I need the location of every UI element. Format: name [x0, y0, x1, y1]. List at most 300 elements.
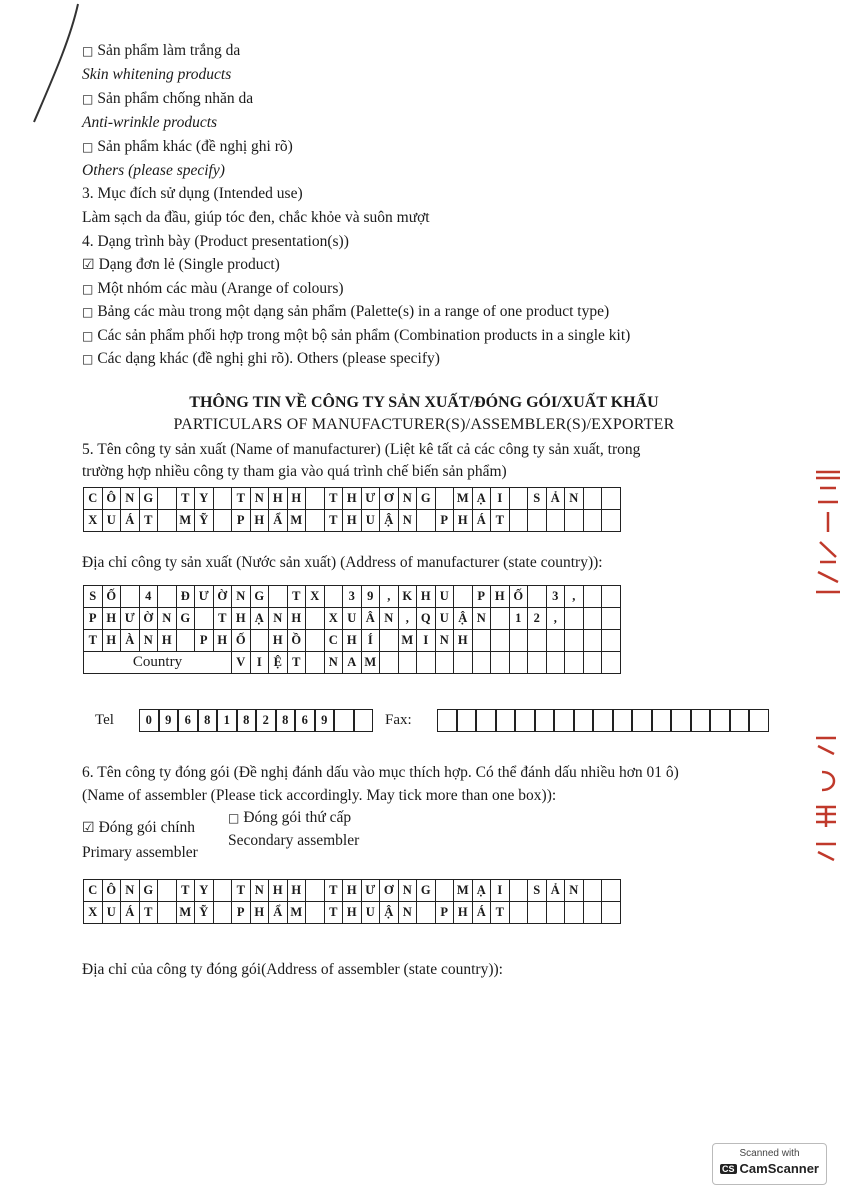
letter-box [269, 586, 288, 608]
letter-box [121, 586, 140, 608]
manufacturer-address-label: Địa chỉ công ty sản xuất (Nước sản xuất) (Address of manufacturer (state country)): [82, 554, 603, 571]
letter-box [158, 880, 177, 902]
country-box: N [324, 652, 343, 674]
product-others: □ Sản phẩm khác (đề nghị ghi rõ) [82, 138, 293, 155]
secondary-assembler-option: □ Đóng gói thứ cấp [228, 809, 352, 826]
letter-box: N [565, 488, 584, 510]
letter-box: Ơ [380, 880, 399, 902]
letter-box [306, 488, 325, 510]
intended-use-value: Làm sạch da đầu, giúp tóc đen, chắc khỏe và suôn mượt [82, 209, 430, 226]
tel-digit-box: 2 [256, 709, 276, 732]
letter-box [491, 608, 510, 630]
letter-box: Ư [195, 586, 214, 608]
country-box [509, 652, 528, 674]
letter-box: Â [361, 608, 380, 630]
letter-box: N [232, 586, 251, 608]
country-box: M [361, 652, 380, 674]
letter-box: H [102, 630, 121, 652]
letter-box: H [250, 510, 269, 532]
letter-box [528, 902, 547, 924]
letter-box: T [324, 488, 343, 510]
fax-digit-box [730, 709, 750, 732]
fax-digit-box [437, 709, 457, 732]
presentation-option: □ Bảng các màu trong một dạng sản phẩm (Palette(s) in a range of one product type) [82, 303, 610, 320]
manufacturer-question-cont: trường hợp nhiều công ty tham gia vào quá trình chế biến sản phẩm) [82, 463, 507, 480]
letter-box: M [176, 510, 195, 532]
grid-row [84, 586, 621, 608]
camscanner-icon: CS [722, 1164, 735, 1174]
letter-box: I [417, 630, 436, 652]
assembler-name-grid [83, 879, 621, 924]
letter-box: N [398, 902, 417, 924]
letter-box: 9 [361, 586, 380, 608]
country-box [491, 652, 510, 674]
country-box: T [287, 652, 306, 674]
presentation-option: □ Một nhóm các màu (Arange of colours) [82, 279, 344, 297]
assembler-question-cont: (Name of assembler (Please tick accordingly. May tick more than one box)): [82, 787, 557, 804]
fax-digit-box [652, 709, 672, 732]
country-box [380, 652, 399, 674]
letter-box: H [454, 510, 473, 532]
letter-box: Ơ [380, 488, 399, 510]
letter-box: Ả [546, 488, 565, 510]
letter-box [509, 510, 528, 532]
letter-box [417, 510, 436, 532]
letter-box [158, 510, 177, 532]
letter-box: , [546, 608, 565, 630]
letter-box: X [324, 608, 343, 630]
letter-box: H [269, 880, 288, 902]
manufacturer-question: 5. Tên công ty sản xuất (Name of manufacturer) (Liệt kê tất cả các công ty sản xuất, trong [82, 441, 641, 458]
letter-box: X [306, 586, 325, 608]
letter-box: S [84, 586, 103, 608]
red-stamp-mark [808, 462, 848, 616]
letter-box: T [176, 880, 195, 902]
tel-digit-box: 8 [276, 709, 296, 732]
presentation-option: □ Các sản phẩm phối hợp trong một bộ sản phẩm (Combination products in a single kit) [82, 326, 631, 344]
letter-box: U [435, 608, 454, 630]
tel-digit-box: 8 [198, 709, 218, 732]
letter-box: X [84, 902, 103, 924]
letter-box [602, 902, 621, 924]
manufacturer-name-grid [83, 487, 621, 532]
letter-box [158, 902, 177, 924]
fax-digit-box [457, 709, 477, 732]
letter-box [213, 488, 232, 510]
letter-box [583, 608, 602, 630]
section-title-en: PARTICULARS OF MANUFACTURER(S)/ASSEMBLER(S)/EXPORTER [173, 416, 675, 433]
letter-box: N [398, 880, 417, 902]
camscanner-watermark [712, 1143, 827, 1185]
fax-digit-box [710, 709, 730, 732]
country-box: V [232, 652, 251, 674]
letter-box: H [287, 608, 306, 630]
letter-box: Ố [102, 586, 121, 608]
letter-box: 1 [509, 608, 528, 630]
country-box [565, 652, 584, 674]
tel-label: Tel [95, 712, 114, 728]
letter-box [509, 630, 528, 652]
manufacturer-address-grid [83, 585, 621, 674]
product-whitening-en: Skin whitening products [82, 66, 232, 83]
letter-box: T [232, 880, 251, 902]
tel-fax-grid [83, 709, 769, 732]
letter-box: N [398, 488, 417, 510]
letter-box: Ậ [380, 902, 399, 924]
letter-box [417, 902, 436, 924]
letter-box [528, 586, 547, 608]
letter-box: N [139, 630, 158, 652]
letter-box: N [565, 880, 584, 902]
tel-digit-box: 6 [178, 709, 198, 732]
letter-box [435, 880, 454, 902]
grid-row [84, 902, 621, 924]
camscanner-logo: CS CamScanner [722, 1161, 819, 1176]
tel-digit-box [334, 709, 354, 732]
country-box [472, 652, 491, 674]
country-box: Ệ [269, 652, 288, 674]
checked-box-icon: ☑ [82, 257, 95, 273]
letter-box: À [121, 630, 140, 652]
country-box [583, 652, 602, 674]
letter-box [176, 630, 195, 652]
letter-box [602, 880, 621, 902]
checkbox-icon: □ [82, 92, 94, 106]
secondary-assembler-en: Secondary assembler [228, 832, 360, 849]
letter-box [306, 902, 325, 924]
letter-box [509, 488, 528, 510]
fax-digit-box [574, 709, 594, 732]
letter-box: U [361, 902, 380, 924]
letter-box: Ư [361, 880, 380, 902]
letter-box [528, 630, 547, 652]
fax-digit-box [749, 709, 769, 732]
letter-box: T [84, 630, 103, 652]
letter-box [509, 902, 528, 924]
letter-box: H [343, 902, 362, 924]
letter-box: Ồ [287, 630, 306, 652]
letter-box: , [380, 586, 399, 608]
letter-box [454, 586, 473, 608]
country-box [546, 652, 565, 674]
letter-box: H [269, 630, 288, 652]
letter-box [195, 608, 214, 630]
letter-box: Ả [546, 880, 565, 902]
red-stamp-mark-2 [808, 732, 848, 866]
letter-box: H [102, 608, 121, 630]
letter-box: N [380, 608, 399, 630]
assembler-question: 6. Tên công ty đóng gói (Đề nghị đánh dấu vào mục thích hợp. Có thể đánh dấu nhiều hơn 01 ô) [82, 764, 679, 781]
checked-box-icon: ☑ [82, 820, 95, 836]
letter-box [583, 510, 602, 532]
product-antiwrinkle-en: Anti-wrinkle products [82, 114, 218, 131]
letter-box: Y [195, 880, 214, 902]
letter-box: H [213, 630, 232, 652]
letter-box: H [417, 586, 436, 608]
letter-box: Ư [121, 608, 140, 630]
letter-box: U [343, 608, 362, 630]
checkbox-icon: □ [82, 281, 94, 296]
letter-box [602, 510, 621, 532]
letter-box: T [139, 902, 158, 924]
letter-box: Ậ [454, 608, 473, 630]
grid-row [84, 630, 621, 652]
letter-box: M [287, 510, 306, 532]
fax-digit-box [613, 709, 633, 732]
letter-box: Ẩ [269, 510, 288, 532]
letter-box: 3 [343, 586, 362, 608]
letter-box: S [528, 880, 547, 902]
letter-box: N [250, 488, 269, 510]
letter-box: M [176, 902, 195, 924]
letter-box: 4 [139, 586, 158, 608]
letter-box [306, 880, 325, 902]
letter-box: H [491, 586, 510, 608]
letter-box: Ẩ [269, 902, 288, 924]
product-antiwrinkle: □ Sản phẩm chống nhăn da [82, 90, 254, 107]
letter-box: Y [195, 488, 214, 510]
letter-box: T [139, 510, 158, 532]
country-box [528, 652, 547, 674]
product-others-en: Others (please specify) [82, 162, 225, 179]
letter-box: G [176, 608, 195, 630]
letter-box: Ố [232, 630, 251, 652]
letter-box: P [195, 630, 214, 652]
scanned-with-text: Scanned with [739, 1148, 800, 1159]
tel-digit-box: 1 [217, 709, 237, 732]
country-box [602, 652, 621, 674]
letter-box [435, 488, 454, 510]
country-label: Country [84, 652, 232, 674]
letter-box: H [343, 488, 362, 510]
letter-box: T [324, 902, 343, 924]
letter-box: T [324, 880, 343, 902]
letter-box [213, 880, 232, 902]
letter-box: N [398, 510, 417, 532]
letter-box: N [121, 488, 140, 510]
letter-box: Ờ [213, 586, 232, 608]
tel-digit-box: 9 [159, 709, 179, 732]
pencil-mark [30, 0, 90, 125]
fax-digit-box [632, 709, 652, 732]
presentation-heading: 4. Dạng trình bày (Product presentation(s)) [82, 233, 349, 250]
letter-box [250, 630, 269, 652]
tel-digit-box: 8 [237, 709, 257, 732]
letter-box: C [324, 630, 343, 652]
letter-box: G [250, 586, 269, 608]
letter-box [583, 488, 602, 510]
checkbox-icon: □ [82, 352, 94, 366]
letter-box: G [139, 880, 158, 902]
letter-box: H [158, 630, 177, 652]
letter-box [565, 902, 584, 924]
letter-box: T [287, 586, 306, 608]
fax-digit-box [593, 709, 613, 732]
product-whitening: □ Sản phẩm làm trắng da [82, 42, 241, 59]
letter-box: C [84, 488, 103, 510]
letter-box: Ạ [250, 608, 269, 630]
checkbox-icon: □ [82, 328, 94, 343]
letter-box: T [491, 902, 510, 924]
fax-digit-box [535, 709, 555, 732]
letter-box: C [84, 880, 103, 902]
letter-box: H [454, 630, 473, 652]
letter-box: N [269, 608, 288, 630]
letter-box [546, 630, 565, 652]
checkbox-icon: □ [228, 811, 240, 825]
letter-box: Á [472, 510, 491, 532]
letter-box: H [287, 488, 306, 510]
letter-box: Ạ [472, 880, 491, 902]
letter-box: M [454, 880, 473, 902]
letter-box: H [343, 510, 362, 532]
letter-box [583, 630, 602, 652]
letter-box [546, 902, 565, 924]
fax-digit-box [691, 709, 711, 732]
letter-box [546, 510, 565, 532]
letter-box: H [343, 630, 362, 652]
letter-box [158, 586, 177, 608]
letter-box [213, 510, 232, 532]
letter-box: S [528, 488, 547, 510]
letter-box: H [232, 608, 251, 630]
letter-box: U [102, 902, 121, 924]
letter-box: U [435, 586, 454, 608]
letter-box: , [565, 586, 584, 608]
tel-fax-row [83, 709, 769, 732]
letter-box: X [84, 510, 103, 532]
letter-box [602, 630, 621, 652]
letter-box [583, 902, 602, 924]
letter-box: U [102, 510, 121, 532]
letter-box: Í [361, 630, 380, 652]
letter-box [213, 902, 232, 924]
letter-box [565, 510, 584, 532]
letter-box [528, 510, 547, 532]
presentation-option: ☑ Dạng đơn lẻ (Single product) [82, 256, 280, 273]
letter-box: Ờ [139, 608, 158, 630]
letter-box: P [232, 902, 251, 924]
country-box: I [250, 652, 269, 674]
country-box [398, 652, 417, 674]
letter-box: T [232, 488, 251, 510]
letter-box: T [176, 488, 195, 510]
letter-box: Đ [176, 586, 195, 608]
letter-box [565, 630, 584, 652]
fax-digit-box [496, 709, 516, 732]
letter-box: Q [417, 608, 436, 630]
checkbox-icon: □ [82, 305, 94, 319]
letter-box: P [435, 510, 454, 532]
section-title-vi: THÔNG TIN VỀ CÔNG TY SẢN XUẤT/ĐÓNG GÓI/XUẤT KHẨU [189, 394, 659, 411]
assembler-address-label: Địa chỉ của công ty đóng gói(Address of assembler (state country)): [82, 961, 503, 978]
grid-row [84, 510, 621, 532]
grid-row [84, 880, 621, 902]
presentation-option: □ Các dạng khác (đề nghị ghi rõ). Others (please specify) [82, 350, 440, 367]
letter-box: P [435, 902, 454, 924]
letter-box: H [454, 902, 473, 924]
tel-digit-box: 0 [139, 709, 159, 732]
letter-box [602, 488, 621, 510]
letter-box: N [158, 608, 177, 630]
letter-box: N [472, 608, 491, 630]
letter-box: Ô [102, 880, 121, 902]
letter-box: I [491, 880, 510, 902]
letter-box: Á [472, 902, 491, 924]
letter-box: 2 [528, 608, 547, 630]
letter-box [491, 630, 510, 652]
letter-box: Ư [361, 488, 380, 510]
tel-digit-box [354, 709, 374, 732]
primary-assembler-en: Primary assembler [82, 844, 198, 861]
letter-box: 3 [546, 586, 565, 608]
checkbox-icon: □ [82, 44, 94, 58]
letter-box [158, 488, 177, 510]
letter-box: G [417, 880, 436, 902]
letter-box [583, 880, 602, 902]
letter-box: G [417, 488, 436, 510]
letter-box: , [398, 608, 417, 630]
letter-box: K [398, 586, 417, 608]
country-box: A [343, 652, 362, 674]
letter-box [380, 630, 399, 652]
letter-box: Ỹ [195, 510, 214, 532]
letter-box: U [361, 510, 380, 532]
tel-digit-box: 9 [315, 709, 335, 732]
letter-box: Ạ [472, 488, 491, 510]
letter-box [602, 586, 621, 608]
letter-box: P [232, 510, 251, 532]
letter-box [306, 510, 325, 532]
letter-box: H [287, 880, 306, 902]
letter-box [509, 880, 528, 902]
letter-box: I [491, 488, 510, 510]
letter-box: M [398, 630, 417, 652]
tel-digit-box: 6 [295, 709, 315, 732]
checkbox-icon: □ [82, 140, 94, 154]
letter-box: Á [121, 510, 140, 532]
letter-box [565, 608, 584, 630]
primary-assembler-option: ☑ Đóng gói chính [82, 819, 195, 836]
letter-box: N [250, 880, 269, 902]
letter-box: P [472, 586, 491, 608]
country-row [84, 652, 621, 674]
letter-box [472, 630, 491, 652]
letter-box [583, 586, 602, 608]
intended-use-heading: 3. Mục đích sử dụng (Intended use) [82, 185, 303, 202]
letter-box [324, 586, 343, 608]
letter-box: T [324, 510, 343, 532]
letter-box: G [139, 488, 158, 510]
letter-box: H [343, 880, 362, 902]
letter-box: Ố [509, 586, 528, 608]
fax-label: Fax: [385, 712, 412, 728]
fax-digit-box [554, 709, 574, 732]
letter-box [602, 608, 621, 630]
country-box [454, 652, 473, 674]
letter-box: Ậ [380, 510, 399, 532]
fax-digit-box [671, 709, 691, 732]
fax-digit-box [515, 709, 535, 732]
letter-box: Ô [102, 488, 121, 510]
letter-box: H [269, 488, 288, 510]
letter-box: M [454, 488, 473, 510]
letter-box [306, 630, 325, 652]
letter-box: Á [121, 902, 140, 924]
letter-box: N [121, 880, 140, 902]
letter-box: T [213, 608, 232, 630]
letter-box: H [250, 902, 269, 924]
